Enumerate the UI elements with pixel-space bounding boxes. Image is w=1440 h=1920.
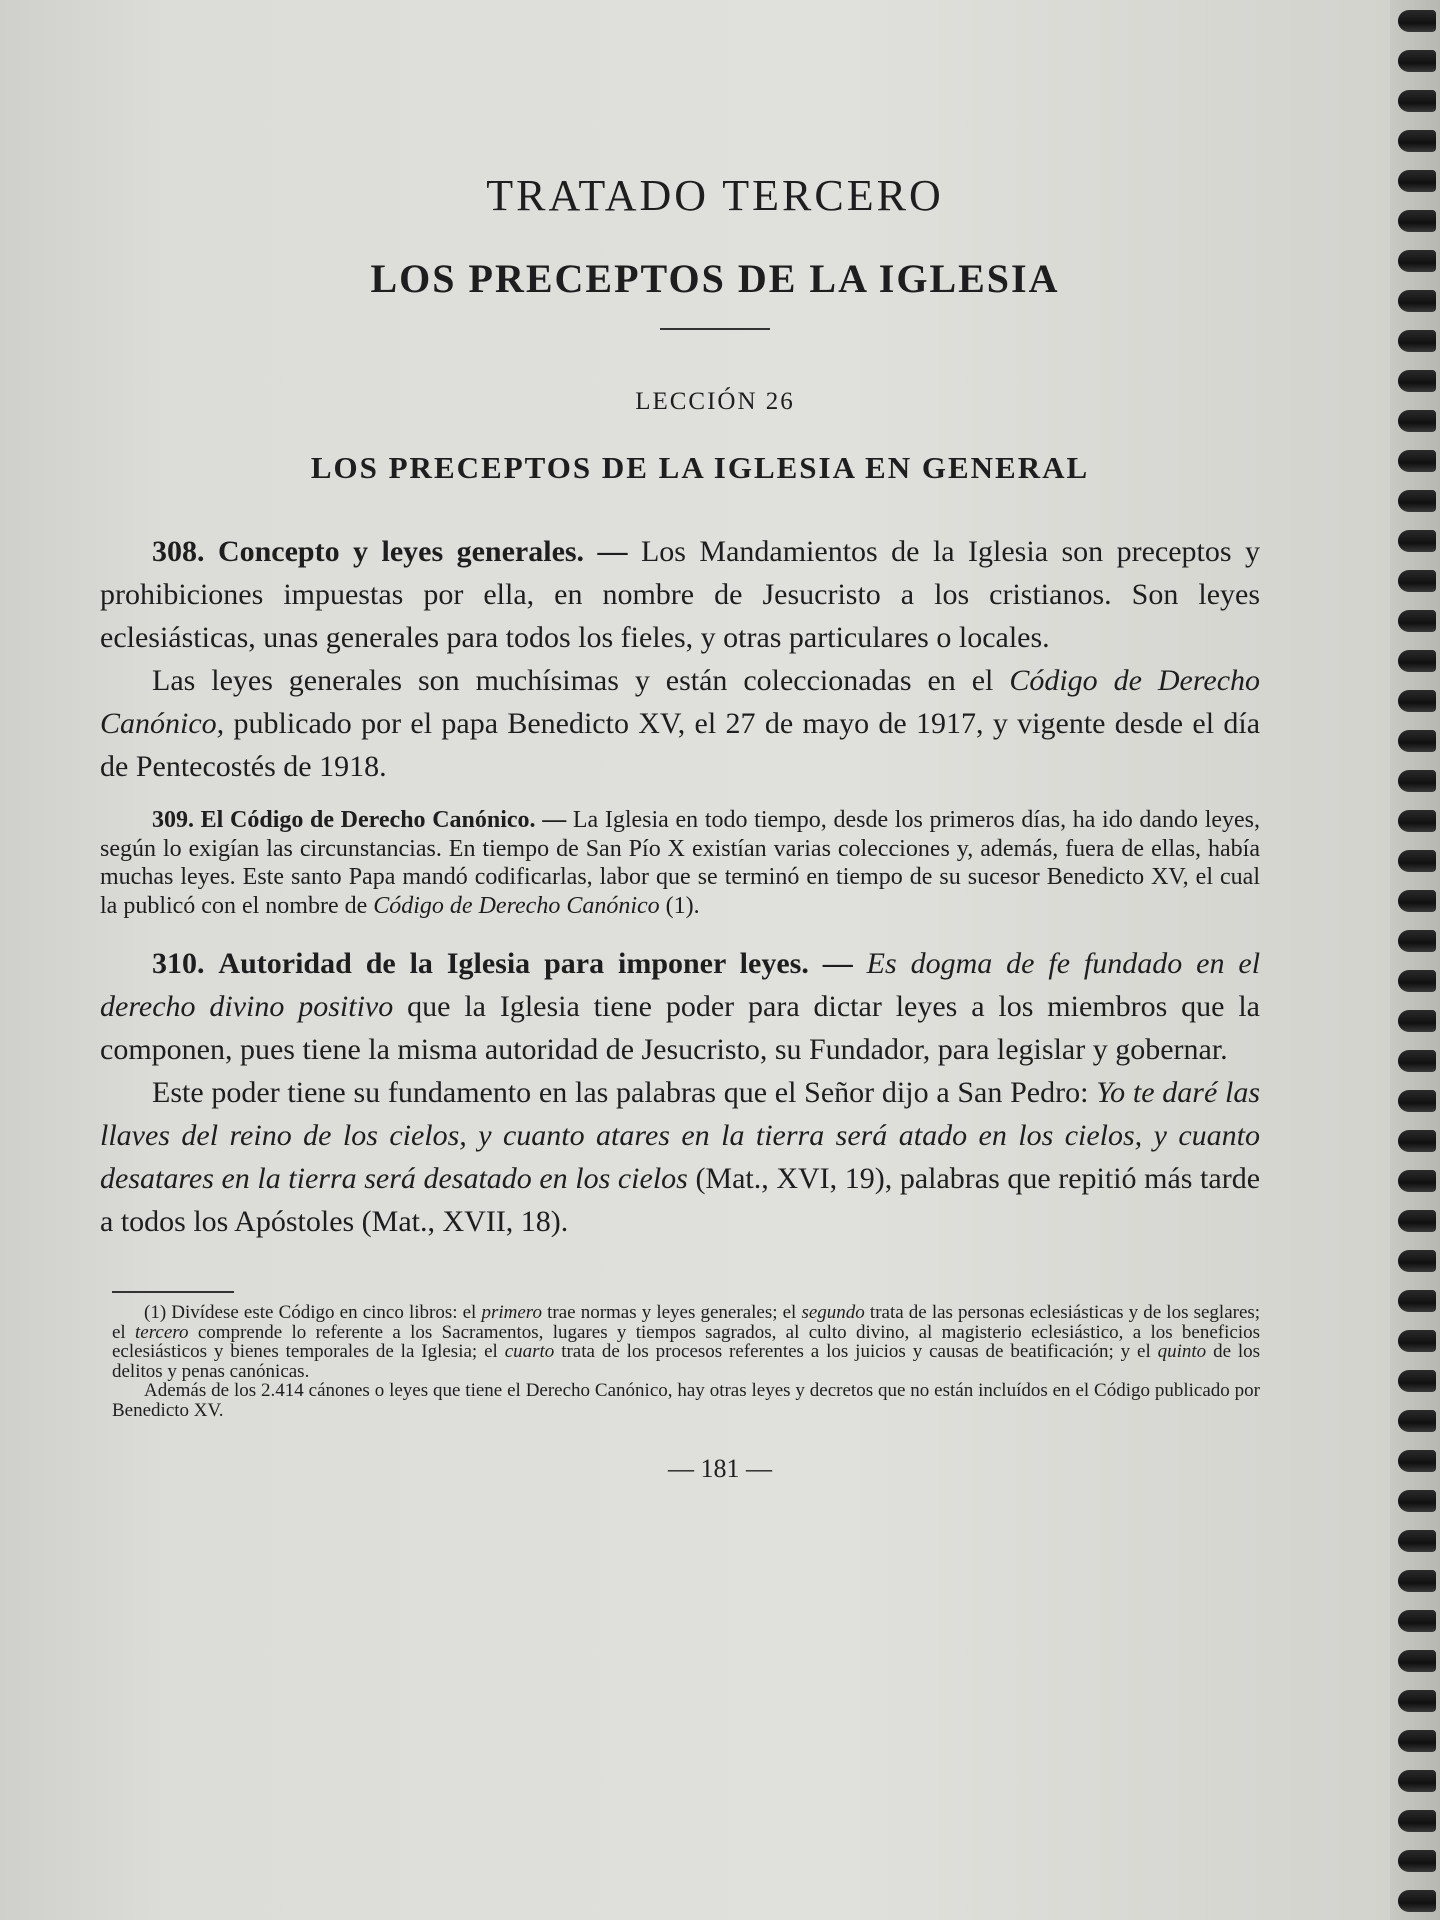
section-text: publicado por el papa Benedicto XV, el 27 de mayo de 1917, y vigente desde el día de Pentecostés de 1918.	[100, 707, 1261, 783]
binding-ring	[1398, 1450, 1436, 1472]
binding-ring	[1398, 1530, 1436, 1552]
binding-ring	[1398, 1770, 1436, 1792]
binding-ring	[1398, 530, 1436, 552]
binding-ring	[1398, 1330, 1436, 1352]
binding-ring	[1398, 1810, 1436, 1832]
section-text: La Iglesia en todo tiempo, desde los primeros días, ha ido dando leyes, según lo exigían las circunstancias. En tiempo de San Pío X existían varias colecciones y, además, fuera de ellas, había muchas leyes. Este santo Papa mandó codificarlas, labor que se terminó en tiempo de su sucesor Benedicto XV, el cual la publicó con el nombre de	[100, 807, 1261, 919]
binding-ring	[1398, 1890, 1436, 1912]
section-heading: Concepto y leyes generales. —	[217, 535, 628, 568]
section-310-paragraph-2	[100, 1071, 1260, 1243]
binding-ring	[1398, 370, 1436, 392]
binding-ring	[1398, 1130, 1436, 1152]
section-text: que la Iglesia tiene poder para dictar leyes a los miembros que la componen, pues tiene la misma autoridad de Jesucristo, su Fundador, para legislar y gobernar.	[100, 990, 1260, 1066]
italic-text: Código de Derecho Canónico	[373, 892, 660, 919]
section-308-paragraph	[100, 530, 1260, 659]
binding-ring	[1398, 930, 1436, 952]
footnote-text: trae normas y leyes generales; el	[547, 1302, 797, 1323]
binding-ring	[1398, 1730, 1436, 1752]
section-308-paragraph-2	[100, 659, 1260, 788]
binding-ring	[1398, 850, 1436, 872]
section-text: Los Mandamientos de la Iglesia son preceptos y prohibiciones impuestas por ella, en nombre de Jesucristo a los cristianos. Son leyes eclesiásticas, unas generales para todos los fieles, y otras particulares o locales.	[100, 535, 1260, 654]
section-310-paragraph	[100, 942, 1260, 1071]
section-text: Este poder tiene su fundamento en las palabras que el Señor dijo a San Pedro:	[152, 1076, 1089, 1109]
italic-text: Es dogma de fe fundado en el derecho divino positivo	[100, 947, 1261, 1023]
section-text: (Mat., XVI, 19), palabras que repitió más tarde a todos los Apóstoles (Mat., XVII, 18).	[100, 1162, 1261, 1238]
section-text: Las leyes generales son muchísimas y están coleccionadas en el	[152, 664, 994, 697]
section-heading: Autoridad de la Iglesia para imponer leyes. —	[218, 947, 853, 980]
lesson-title: LOS PRECEPTOS DE LA IGLESIA EN GENERAL	[310, 450, 1090, 485]
italic-text: Yo te daré las llaves del reino de los cielos, y cuanto atares en la tierra será atado en los cielos, y cuanto desatares en la tierra será desatado en los cielos	[100, 1076, 1261, 1195]
binding-ring	[1398, 1010, 1436, 1032]
footnote-text: de los delitos y penas canónicas.	[112, 1341, 1261, 1382]
footnote-divider	[112, 1291, 234, 1293]
binding-ring	[1398, 1490, 1436, 1512]
binding-ring	[1398, 170, 1436, 192]
page-content	[100, 170, 1260, 1484]
footnote-text: trata de los procesos referentes a los juicios y causas de beatificación; y el	[561, 1341, 1151, 1362]
binding-ring	[1398, 1370, 1436, 1392]
footnote-marker: (1)	[144, 1302, 167, 1323]
italic-text: primero	[481, 1302, 542, 1323]
footnote-text: Divídese este Código en cinco libros: el	[171, 1302, 477, 1323]
binding-ring	[1398, 1290, 1436, 1312]
italic-text: Código de Derecho Canónico,	[100, 664, 1261, 740]
binding-ring	[1398, 10, 1436, 32]
footnote-paragraph	[112, 1303, 1260, 1381]
footnote	[112, 1303, 1260, 1420]
page-number: — 181 —	[668, 1454, 772, 1483]
binding-ring	[1398, 1410, 1436, 1432]
binding-ring	[1398, 1650, 1436, 1672]
lesson-label: LECCIÓN 26	[635, 388, 795, 415]
part-title: LOS PRECEPTOS DE LA IGLESIA	[370, 256, 1060, 301]
binding-ring	[1398, 410, 1436, 432]
binding-ring	[1398, 130, 1436, 152]
italic-text: segundo	[801, 1302, 865, 1323]
binding-ring	[1398, 50, 1436, 72]
binding-ring	[1398, 490, 1436, 512]
binding-ring	[1398, 1250, 1436, 1272]
binding-ring	[1398, 650, 1436, 672]
binding-ring	[1398, 250, 1436, 272]
binding-ring	[1398, 1610, 1436, 1632]
binding-ring	[1398, 330, 1436, 352]
binding-ring	[1398, 1170, 1436, 1192]
section-309-paragraph	[100, 806, 1260, 920]
section-heading: El Código de Derecho Canónico. —	[200, 807, 567, 833]
binding-ring	[1398, 890, 1436, 912]
italic-text: quinto	[1157, 1341, 1207, 1362]
spiral-binding	[1390, 0, 1440, 1920]
binding-ring	[1398, 810, 1436, 832]
section-number: 308.	[152, 535, 205, 568]
italic-text: tercero	[135, 1321, 189, 1343]
footnote-text: comprende lo referente a los Sacramentos, lugares y tiempos sagrados, al culto divino, al magisterio eclesiástico, a los beneficios eclesiásticos y bienes temporales de la Iglesia; el	[112, 1321, 1261, 1362]
binding-ring	[1398, 90, 1436, 112]
section-number: 310.	[152, 947, 205, 980]
binding-ring	[1398, 1690, 1436, 1712]
footnote-paragraph-2: Además de los 2.414 cánones o leyes que tiene el Derecho Canónico, hay otras leyes y decretos que no están incluídos en el Código publicado por Benedicto XV.	[112, 1380, 1260, 1421]
section-number: 309.	[152, 807, 194, 833]
binding-ring	[1398, 1210, 1436, 1232]
binding-ring	[1398, 1850, 1436, 1872]
binding-ring	[1398, 1570, 1436, 1592]
binding-ring	[1398, 450, 1436, 472]
binding-ring	[1398, 210, 1436, 232]
binding-ring	[1398, 970, 1436, 992]
footnote-text: trata de las personas eclesiásticas y de los seglares; el	[112, 1302, 1261, 1343]
binding-ring	[1398, 1050, 1436, 1072]
footnote-ref: (1).	[665, 892, 700, 919]
binding-ring	[1398, 1090, 1436, 1112]
binding-ring	[1398, 730, 1436, 752]
binding-ring	[1398, 770, 1436, 792]
binding-ring	[1398, 290, 1436, 312]
binding-ring	[1398, 690, 1436, 712]
binding-ring	[1398, 570, 1436, 592]
binding-ring	[1398, 610, 1436, 632]
title-divider	[660, 328, 770, 330]
italic-text: cuarto	[504, 1341, 555, 1362]
treatise-heading: TRATADO TERCERO	[486, 171, 944, 220]
